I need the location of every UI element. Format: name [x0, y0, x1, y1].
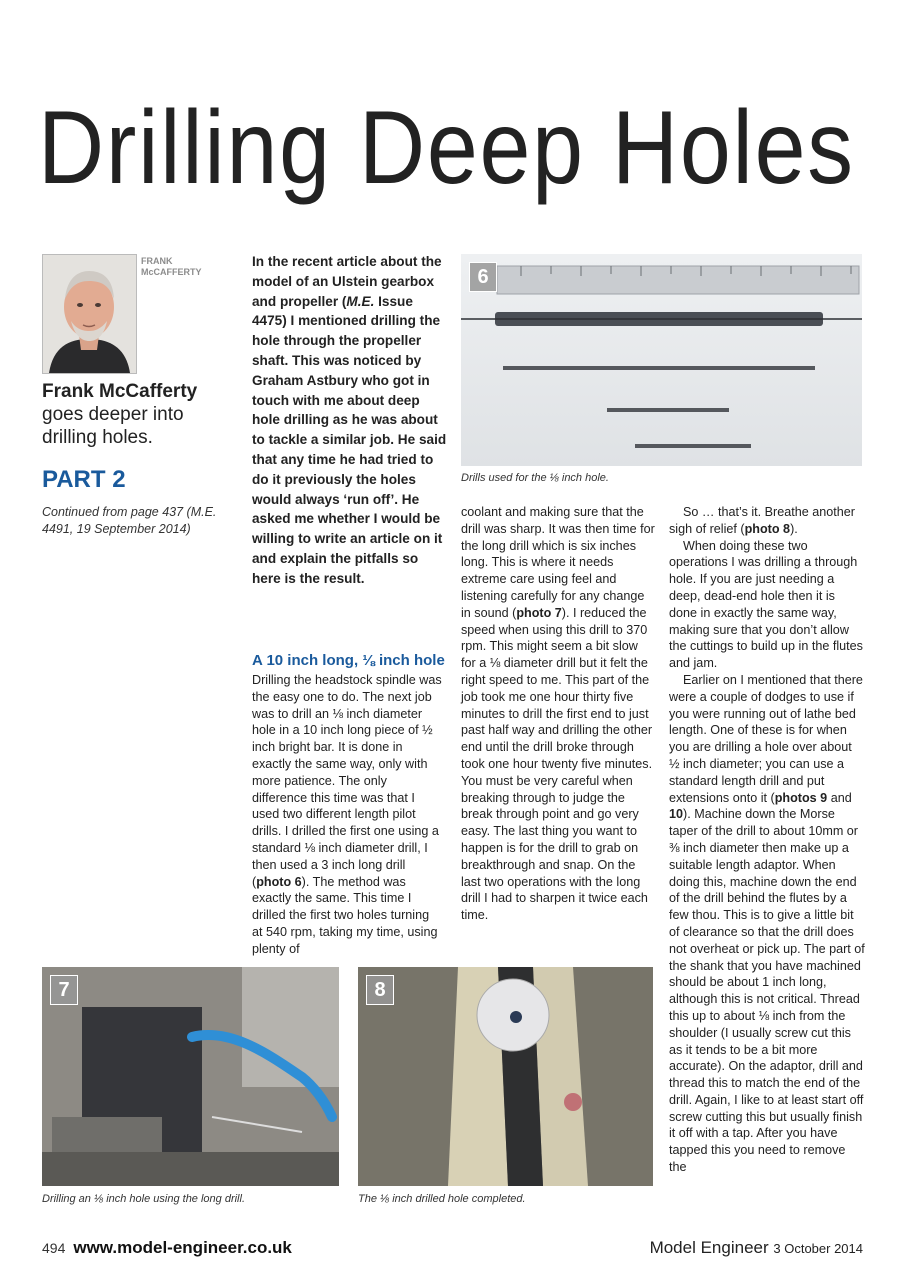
- author-tag-first: FRANK: [141, 256, 173, 266]
- portrait-illustration: [43, 255, 136, 373]
- intro-before: In the recent article about the model of an Ulstein gearbox and propeller (: [252, 254, 442, 309]
- standfirst-text: goes deeper into drilling holes.: [42, 404, 184, 448]
- body-column-2: [461, 504, 656, 924]
- part-label: PART 2: [42, 466, 126, 493]
- col3-p1-b: ).: [790, 521, 798, 536]
- col2-text-b: ). I reduced the speed when using this drill to 370 rpm. This might seem a bit slow for a ⅛ diameter drill but it felt the right speed to me. This part of the job took me one hour thirty five minutes to drill the first end to just past half way and drilling the other end until the drill broke through took one hour twenty five minutes. You must be very careful when breaking through to judge the break through point and go very easy. The last thing you want to happen is for the drill to grab on breakthrough and snap. On the last two operations with the long drill I had to sharpen it twice each time.: [461, 605, 653, 923]
- website-url[interactable]: www.model-engineer.co.uk: [73, 1238, 292, 1257]
- col1-text-b: ). The method was exactly the same. This time I drilled the first two holes turning at 540 rpm, taking my time, using plenty of: [252, 874, 438, 956]
- col3-p3-a: Earlier on I mentioned that there were a couple of dodges to use if you were running out of lathe bed length. One of these is for when you are drilling a hole over about ½ inch diameter; you can use a standard length drill and put extensions onto it (: [669, 672, 863, 805]
- drills-illustration: [461, 254, 862, 466]
- footer-left: [42, 1238, 292, 1258]
- intro-paragraph: [252, 252, 447, 589]
- photo-ref-8: photo 8: [744, 521, 791, 536]
- col3-paragraph-1: [669, 504, 865, 538]
- col1-text-a: Drilling the headstock spindle was the easy one to do. The next job was to drill an ⅛ inch diameter hole in a 10 inch long piece of ½ inch bright bar. It is done in exactly the same way, only with more patience. The only difference this time was that I used two different length pilot drills. I drilled the first one using a standard ⅛ inch diameter drill, I then used a 3 inch long drill (: [252, 673, 442, 889]
- author-tag-last: McCAFFERTY: [141, 267, 202, 277]
- section-heading: A 10 inch long, ⅛ inch hole: [252, 652, 445, 669]
- lathe-illustration: [42, 967, 339, 1186]
- photo-ref-6: photo 6: [256, 874, 302, 889]
- intro-after: Issue 4475) I mentioned drilling the hole through the propeller shaft. This was noticed by Graham Astbury who got in touch with me about deep hole drilling as he was about to tackle a similar job. He said that any time he had tried to do it previously the holes would always ‘run off’. He asked me whether I would be willing to write an article on it and explain the pitfalls so here is the result.: [252, 293, 447, 586]
- continued-note: Continued from page 437 (M.E. 4491, 19 September 2014): [42, 505, 217, 536]
- footer-right: [650, 1238, 863, 1258]
- headline: Drilling Deep Holes: [38, 90, 855, 206]
- body-column-1: [252, 672, 442, 958]
- photo-6-number: 6: [469, 262, 497, 292]
- photo-7-lathe: [42, 967, 339, 1186]
- author-name: Frank McCafferty: [42, 381, 198, 402]
- issue-date: 3 October 2014: [773, 1241, 863, 1256]
- photo-8-number: 8: [366, 975, 394, 1005]
- col3-paragraph-2: When doing these two operations I was drilling a through hole. If you are just needing a deep, dead-end hole then it is done in exactly the same way, making sure that you don’t allow the cuttings to build up in the flutes and jam.: [669, 538, 863, 671]
- photo-8-vice: [358, 967, 653, 1186]
- intro-issue: M.E.: [346, 293, 375, 309]
- col3-p3-mid: and: [827, 790, 852, 805]
- photo-ref-9: photos 9: [774, 790, 828, 805]
- col3-p3-b: ). Machine down the Morse taper of the drill to about 10mm or ⅜ inch diameter then make up a suitable length adaptor. When doing this, machine down the end of the drill behind the flutes by a few thou. This is to give a little bit of clearance so that the drill does not overheat or pick up. The part of the shank that you have machined should be about 1 inch long, although this is not critical. Thread this up to about ⅛ inch from the shoulder (I usually screw cut this as it tends to be a bit more accurate). On the adaptor, drill and thread this to match the end of the drill. Again, I like to at least start off screw cutting this but usually finish it off with a tap. After you have tapped this you need to remove the: [669, 807, 865, 1175]
- col3-p1-a: So … that’s it. Breathe another sigh of relief (: [669, 505, 855, 536]
- photo-7-caption: Drilling an ⅛ inch hole using the long drill.: [42, 1193, 246, 1205]
- photo-6-caption: Drills used for the ⅛ inch hole.: [461, 472, 609, 484]
- photo-ref-10: 10: [669, 807, 684, 822]
- photo-7-number: 7: [50, 975, 78, 1005]
- body-column-3: [669, 504, 865, 1176]
- photo-6-drills: [461, 254, 862, 466]
- photo-8-caption: The ⅛ inch drilled hole completed.: [358, 1193, 526, 1205]
- author-tag: [141, 256, 202, 278]
- page-number: 494: [42, 1240, 66, 1256]
- author-portrait: [42, 254, 137, 374]
- photo-ref-7: photo 7: [516, 605, 562, 620]
- col2-text-a: coolant and making sure that the drill was sharp. It was then time for the long drill which is six inches long. This is where it needs extreme care using feel and listening carefully for any change in sound (: [461, 505, 655, 620]
- standfirst: [42, 380, 232, 449]
- magazine-name: Model Engineer: [649, 1238, 769, 1257]
- vice-illustration: [358, 967, 653, 1186]
- col3-paragraph-3: [669, 672, 865, 1176]
